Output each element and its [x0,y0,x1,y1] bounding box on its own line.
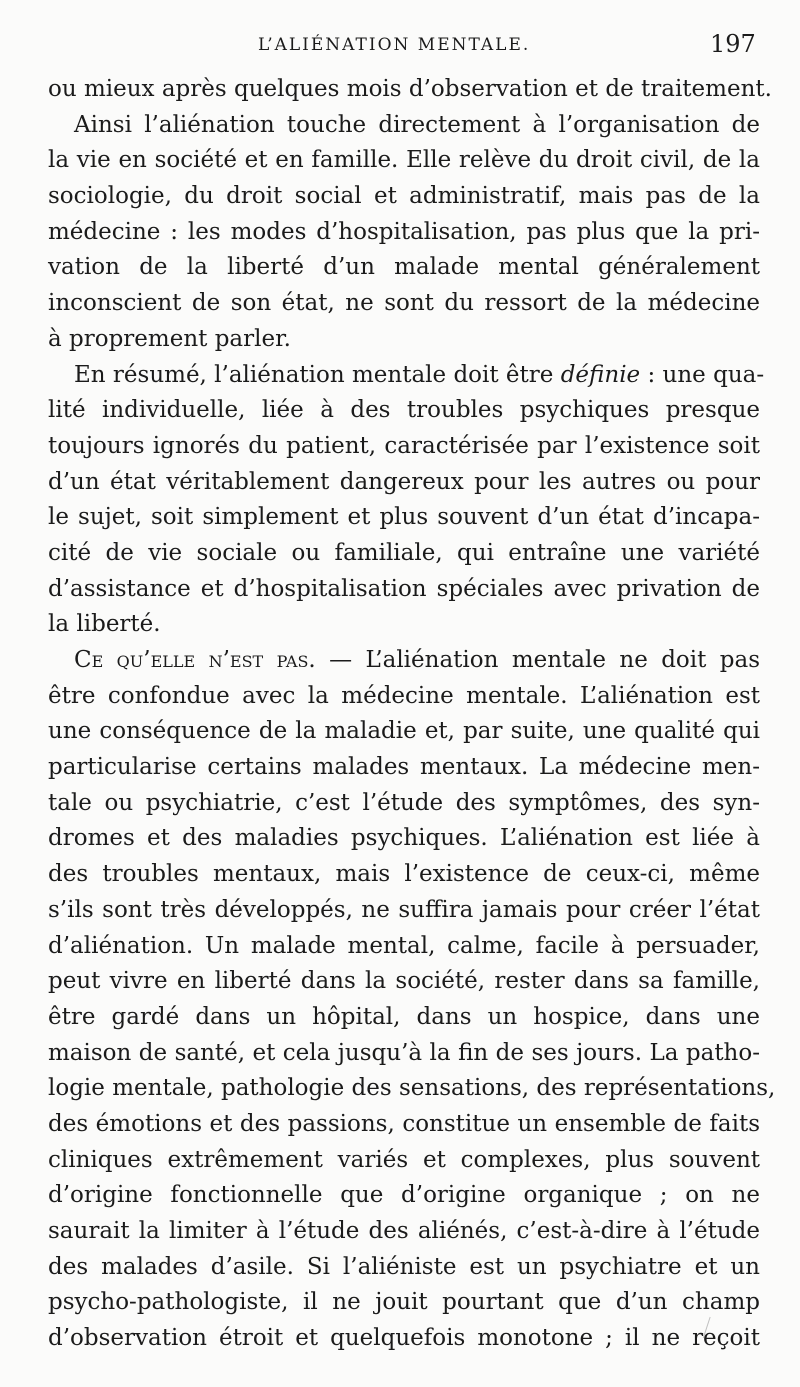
text-segment: : une qua- [640,361,765,388]
text-line: être gardé dans un hôpital, dans un hospice, dans une [48,1003,760,1030]
text-line: toujours ignorés du patient, caractérisée par l’existence soit [48,432,760,459]
paragraph-start-line [48,358,765,394]
text-line: maison de santé, et cela jusqu’à la fin de ses jours. La patho- [48,1039,760,1066]
text-line: psycho-pathologiste, il ne jouit pourtant que d’un champ [48,1289,760,1316]
text-line: d’un état véritablement dangereux pour les autres ou pour [48,468,760,495]
text-line: s’ils sont très développés, ne suffira jamais pour créer l’état [48,896,760,923]
text-segment: En résumé, l’aliénation mentale doit être [74,361,561,388]
text-line: logie mentale, pathologie des sensations, des représentations, [48,1075,776,1102]
section-heading-line [48,643,760,679]
text-line: des troubles mentaux, mais l’existence de ceux-ci, même [48,861,760,888]
running-head [0,30,800,64]
text-line: cliniques extrêmement variés et complexes, plus souvent [48,1146,760,1173]
text-line: cité de vie sociale ou familiale, qui entraîne une variété [48,539,760,566]
text-line: d’observation étroit et quelquefois monotone ; il ne reçoit [48,1325,760,1352]
section-heading: Ce qu’elle n’est pas. [74,647,316,673]
text-line: tale ou psychiatrie, c’est l’étude des symptômes, des syn- [48,789,760,816]
text-line: le sujet, soit simplement et plus souvent d’un état d’incapa- [48,504,760,531]
text-line: particularise certains malades mentaux. La médecine men- [48,754,760,781]
page-number: 197 [710,30,756,58]
text-line: saurait la limiter à l’étude des aliénés, c’est-à-dire à l’étude [48,1218,760,1244]
text-line: inconscient de son état, ne sont du ressort de la médecine [48,290,760,317]
text-segment: — L’aliénation mentale ne doit pas [315,647,761,673]
text-line: d’assistance et d’hospitalisation spéciales avec privation de [48,575,760,602]
text-line: une conséquence de la maladie et, par suite, une qualité qui [48,718,760,745]
text-line: sociologie, du droit social et administratif, mais pas de la [48,183,760,210]
italic-term: définie [560,361,641,388]
text-line: d’aliénation. Un malade mental, calme, facile à persuader, [48,932,760,959]
paragraph-end-line: à proprement parler. [48,325,291,352]
text-line: ou mieux après quelques mois d’observation et de traitement. [48,76,772,102]
paragraph-end-line: la liberté. [48,611,161,638]
running-title: L’ALIÉNATION MENTALE. [258,35,531,55]
text-line: des émotions et des passions, constitue un ensemble de faits [48,1110,760,1137]
text-line: la vie en société et en famille. Elle relève du droit civil, de la [48,147,760,174]
text-line: dromes et des maladies psychiques. L’aliénation est liée à [48,825,760,852]
text-line: médecine : les modes d’hospitalisation, pas plus que la pri- [48,218,760,245]
text-line: lité individuelle, liée à des troubles psychiques presque [48,397,760,424]
text-line: des malades d’asile. Si l’aliéniste est un psychiatre et un [48,1253,760,1280]
text-line: être confondue avec la médecine mentale. L’aliénation est [48,682,760,709]
body-text [48,72,776,1357]
text-line: peut vivre en liberté dans la société, rester dans sa famille, [48,968,760,995]
text-line: d’origine fonctionnelle que d’origine organique ; on ne [48,1182,760,1209]
text-line: vation de la liberté d’un malade mental généralement [48,254,760,281]
paragraph-start-line: Ainsi l’aliénation touche directement à l’organisation de [74,111,760,138]
